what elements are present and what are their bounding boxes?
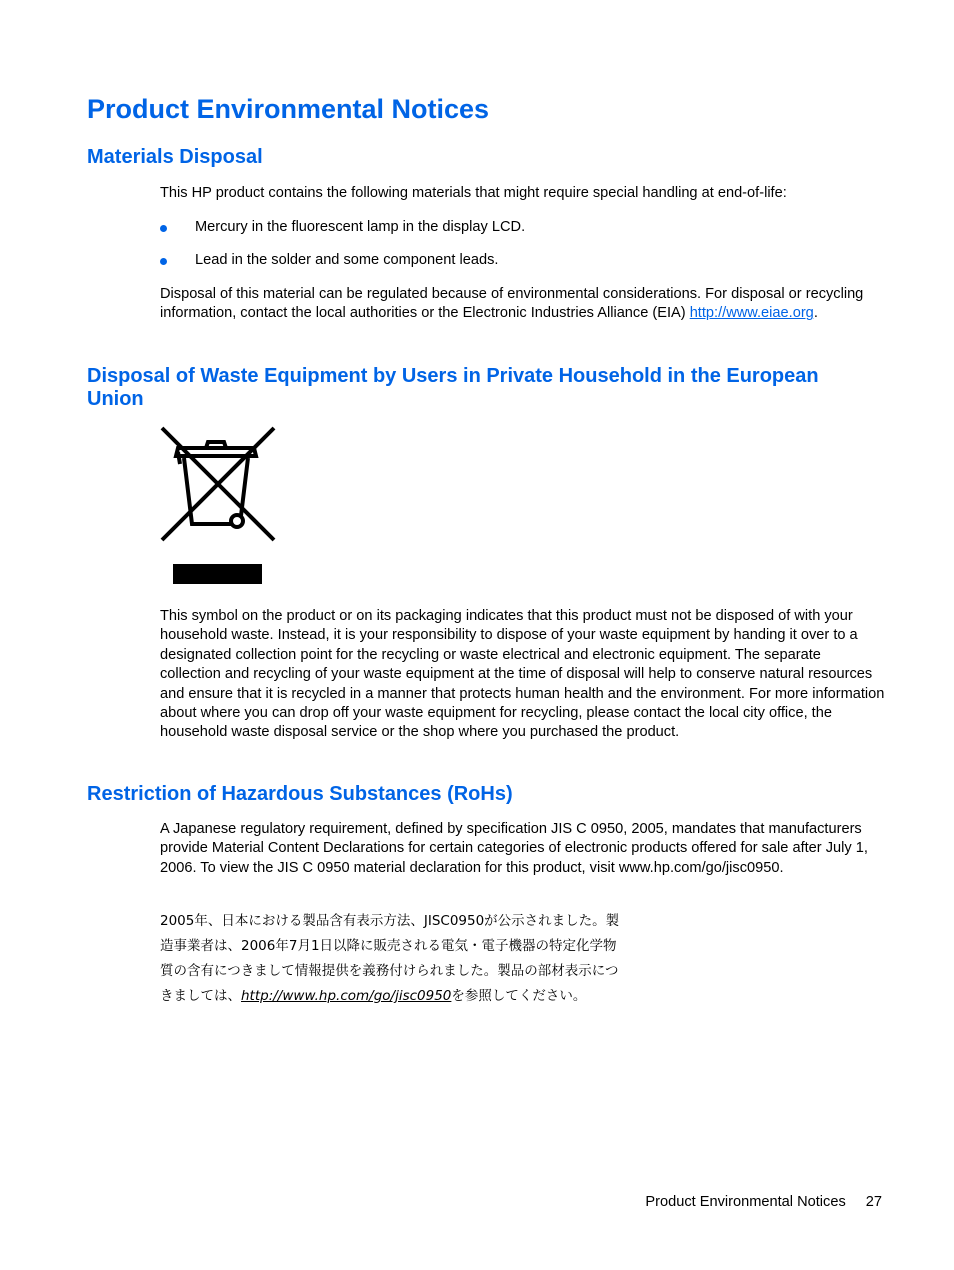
jisc-link[interactable]: http://www.hp.com/go/jisc0950: [241, 988, 452, 1004]
footer-section-title: Product Environmental Notices: [645, 1194, 846, 1210]
rohs-heading: Restriction of Hazardous Substances (RoHs): [87, 783, 513, 805]
jp-line: 2005年、日本における製品含有表示方法、JISC0950が公示されました。製: [160, 913, 620, 929]
disposal-text: Disposal of this material can be regulated because of environmental considerations. For disposal or recycling information, contact the local authorities or the Electronic Industries Alliance (EIA): [160, 286, 864, 322]
materials-intro: This HP product contains the following materials that might require special handling at end-of-life:: [160, 185, 787, 201]
rohs-paragraph: A Japanese regulatory requirement, defined by specification JIS C 0950, 2005, mandates that manufacturers provide Material Content Declarations for certain categories of electronic products offered for sale after July 1, 2006. To view the JIS C 0950 material declaration for this product, visit www.hp.com/go/jisc0950.: [160, 821, 868, 876]
list-item-text: Mercury in the fluorescent lamp in the display LCD.: [195, 219, 526, 235]
jp-line: [160, 984, 700, 1009]
materials-disposal-heading: Materials Disposal: [87, 146, 263, 168]
crossed-out-wheelie-bin-icon: [158, 424, 278, 586]
weee-heading: Disposal of Waste Equipment by Users in Private Household in the European Union: [87, 365, 819, 410]
page-title: Product Environmental Notices: [87, 94, 490, 124]
jp-line: 質の含有につきまして情報提供を義務付けられました。製品の部材表示につ: [160, 963, 619, 979]
page-number: 27: [865, 1194, 882, 1210]
disposal-end: .: [813, 305, 818, 322]
bullet-dot-icon: [160, 225, 167, 232]
eiae-link[interactable]: http://www.eiae.org: [689, 305, 814, 322]
jp-suffix: を参照してください。: [451, 988, 587, 1004]
weee-paragraph: This symbol on the product or on its packaging indicates that this product must not be disposed of with your household waste. Instead, it is your responsibility to dispose of your waste equipment by handing it over to a designated collection point for the recycling or waste electrical and electronic equipment. The separate collection and recycling of your waste equipment at the time of disposal will help to conserve natural resources and ensure that it is recycled in a manner that protects human health and the environment. For more information about where you can drop off your waste equipment for recycling, please contact the local city office, the household waste disposal service or the shop where you purchased the product.: [160, 608, 885, 741]
bullet-dot-icon: [160, 258, 167, 265]
jp-line: 造事業者は、2006年7月1日以降に販売される電気・電子機器の特定化学物: [160, 938, 617, 954]
jp-prefix: きましては、: [160, 988, 241, 1004]
japanese-declaration: [160, 909, 700, 1009]
list-item-text: Lead in the solder and some component leads.: [195, 252, 499, 268]
disposal-paragraph: [160, 285, 885, 324]
page-footer: [560, 1193, 882, 1212]
